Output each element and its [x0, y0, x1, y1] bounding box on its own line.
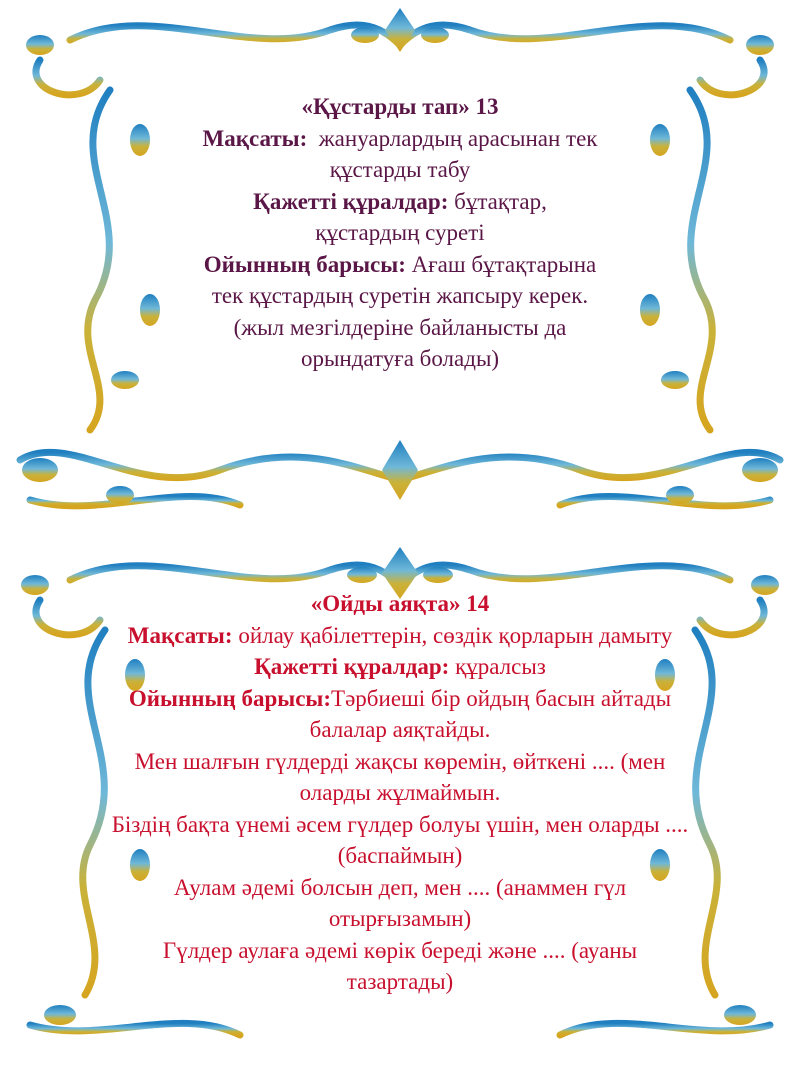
- card-2-text: [0, 588, 800, 998]
- tools-text: құралсыз: [455, 654, 546, 679]
- process-text-2: балалар аяқтайды.: [309, 717, 491, 742]
- goal-text: ойлау қабілеттерін, сөздік қорларын дамыту: [238, 622, 673, 648]
- example-1a: Мен шалғын гүлдерді жақсы көремін, өйткені .... (мен: [134, 748, 666, 774]
- goal-label: Мақсаты:: [202, 125, 308, 151]
- card-1-title: «Құстарды тап» 13: [301, 94, 499, 119]
- tools-label: Қажетті құралдар:: [254, 654, 450, 679]
- goal-text: жануарлардың арасынан тек: [318, 125, 598, 151]
- tools-text: бұтақтар,: [454, 188, 547, 214]
- process-text: Тәрбиеші бір ойдың басын айтады: [331, 685, 672, 711]
- process-text-3: (жыл мезгілдеріне байланысты да: [233, 314, 567, 340]
- process-text-2: тек құстардың суретін жапсыру керек.: [211, 283, 589, 308]
- goal-label: Мақсаты:: [127, 622, 233, 648]
- goal-text-cont: құстарды табу: [329, 157, 471, 182]
- process-text-4: орындатуға болады): [300, 346, 500, 371]
- example-2a: Біздің бақта үнемі әсем гүлдер болуы үшін, мен оларды ....: [111, 811, 689, 837]
- example-3b: отырғызамын): [328, 906, 472, 931]
- process-label: Ойынның барысы:: [128, 685, 332, 711]
- example-4b: тазартады): [346, 969, 454, 994]
- process-text: Ағаш бұтақтарына: [411, 251, 597, 277]
- game-card-finish-thought: [0, 545, 800, 1067]
- tools-label: Қажетті құралдар:: [253, 188, 449, 214]
- example-2b: (баспаймын): [337, 843, 463, 868]
- example-4a: Гүлдер аулаға әдемі көрік береді және .... (ауаны: [162, 937, 638, 963]
- card-2-title: «Ойды аяқта» 14: [310, 591, 490, 616]
- example-3a: Аулам әдемі болсын деп, мен .... (анаммен гүл: [173, 874, 627, 900]
- example-1b: оларды жұлмаймын.: [299, 780, 501, 805]
- card-1-text: [0, 91, 800, 375]
- process-label: Ойынның барысы:: [203, 251, 406, 277]
- tools-text-cont: құстардың суреті: [315, 220, 485, 245]
